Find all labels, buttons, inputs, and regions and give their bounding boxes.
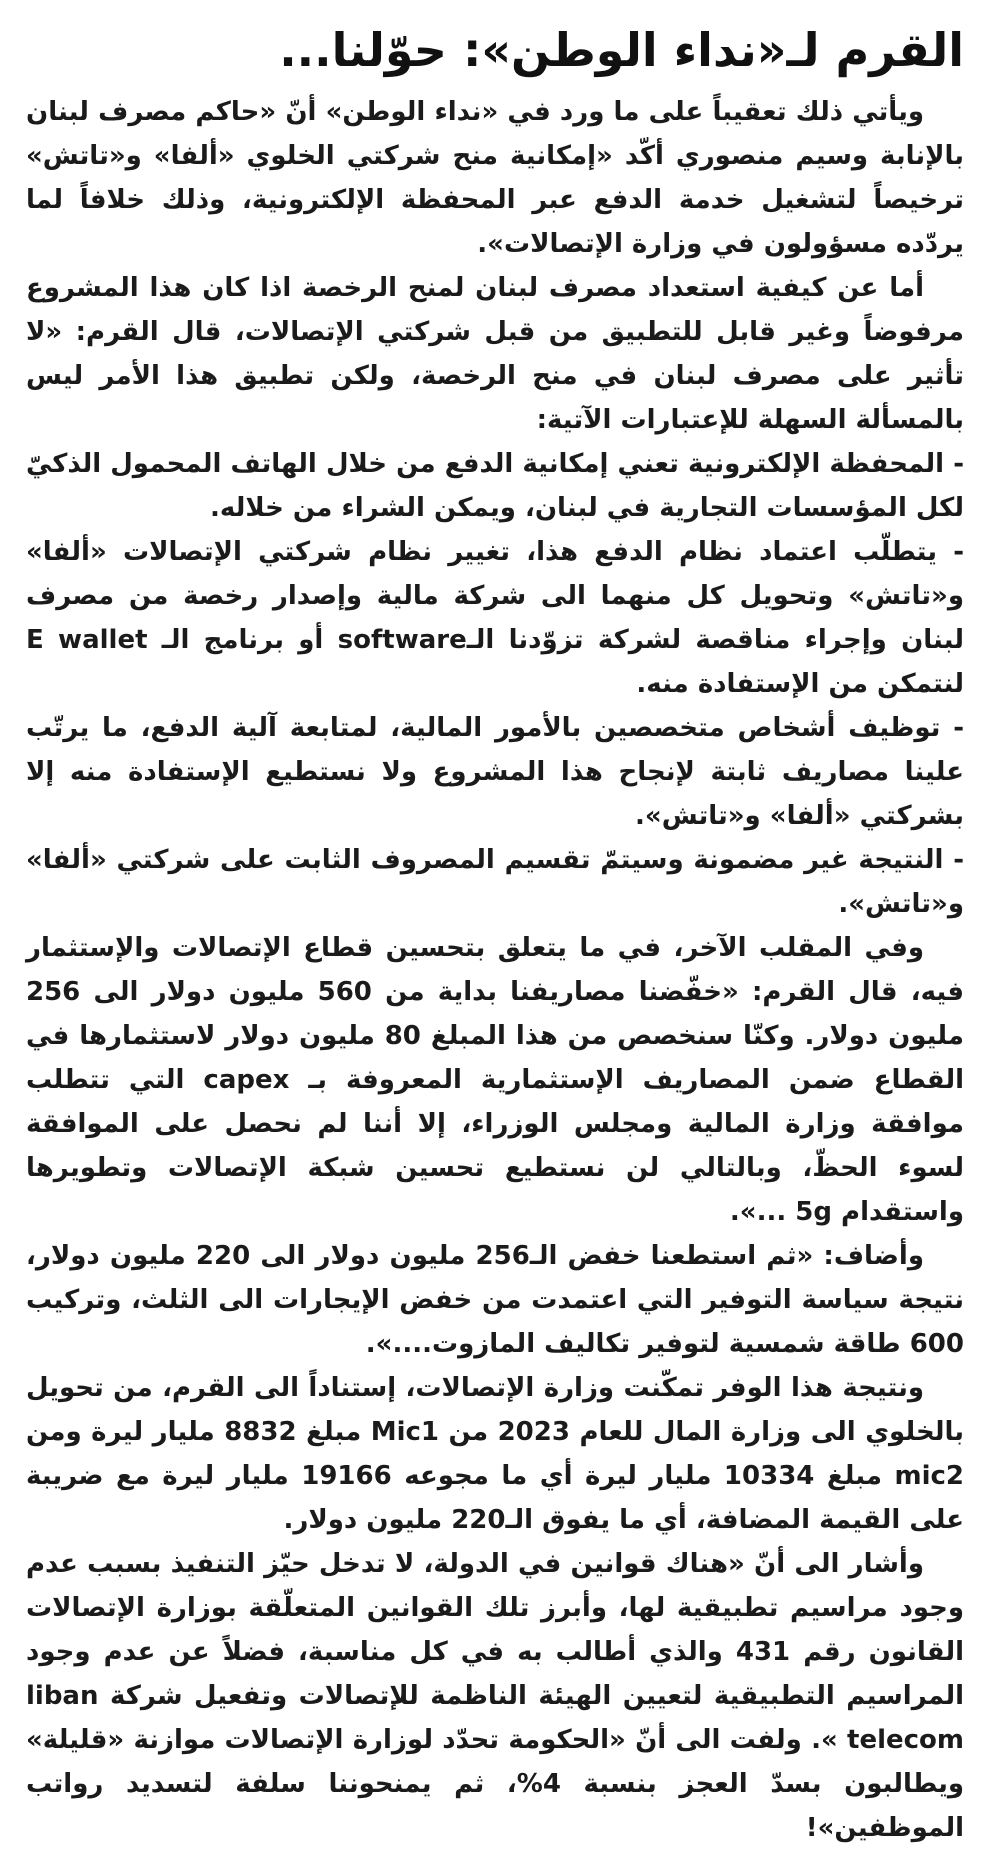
article-headline: القرم لـ«نداء الوطن»: حوّلنا... bbox=[279, 23, 964, 77]
bullet-item: - النتيجة غير مضمونة وسيتمّ تقسيم المصروف الثابت على شركتي «ألفا» و«تاتش». bbox=[26, 845, 964, 919]
article-paragraph: ويأتي ذلك تعقيباً على ما ورد في «نداء الوطن» أنّ «حاكم مصرف لبنان بالإنابة وسيم منصوري أكّد «إمكانية منح شركتي الخلوي «ألفا» و«تاتش» ترخيصاً لتشغيل خدمة الدفع عبر المحفظة الإلكترونية، وذلك خلافاً لما يردّده مسؤولون في وزارة الإتصالات». bbox=[26, 97, 964, 259]
article-paragraph: ونتيجة هذا الوفر تمكّنت وزارة الإتصالات، إستناداً الى القرم، من تحويل بالخلوي الى وزارة المال للعام 2023 من Mic1 مبلغ 8832 مليار ليرة ومن mic2 مبلغ 10334 مليار ليرة أي ما مجوعه 19166 مليار ليرة مع ضريبة على القيمة المضافة، أي ما يفوق الـ220 مليون دولار. bbox=[26, 1373, 964, 1535]
article-paragraph: وأضاف: «ثم استطعنا خفض الـ256 مليون دولار الى 220 مليون دولار، نتيجة سياسة التوفير التي اعتمدت من خفض الإيجارات الى الثلث، وتركيب 600 طاقة شمسية لتوفير تكاليف المازوت....». bbox=[26, 1241, 964, 1359]
article-body bbox=[26, 90, 964, 1850]
bullet-item: - المحفظة الإلكترونية تعني إمكانية الدفع من خلال الهاتف المحمول الذكيّ لكل المؤسسات التجارية في لبنان، ويمكن الشراء من خلاله. bbox=[26, 449, 964, 523]
article-paragraph: أما عن كيفية استعداد مصرف لبنان لمنح الرخصة اذا كان هذا المشروع مرفوضاً وغير قابل للتطبيق من قبل شركتي الإتصالات، قال القرم: «لا تأثير على مصرف لبنان في منح الرخصة، ولكن تطبيق هذا الأمر ليس بالمسألة السهلة للإعتبارات الآتية: bbox=[26, 273, 964, 435]
article-paragraph: وأشار الى أنّ «هناك قوانين في الدولة، لا تدخل حيّز التنفيذ بسبب عدم وجود مراسيم تطبيقية لها، وأبرز تلك القوانين المتعلّقة بوزارة الإتصالات القانون رقم 431 والذي أطالب به في كل مناسبة، فضلاً عن عدم وجود المراسيم التطبيقية لتعيين الهيئة الناظمة للإتصالات وتفعيل شركة liban telecom ». ولفت الى أنّ «الحكومة تحدّد لوزارة الإتصالات موازنة «قليلة» ويطالبون بسدّ العجز بنسبة 4%، ثم يمنحوننا سلفة لتسديد رواتب الموظفين»! bbox=[26, 1549, 965, 1843]
article-paragraph: وفي المقلب الآخر، في ما يتعلق بتحسين قطاع الإتصالات والإستثمار فيه، قال القرم: «خفّضنا مصاريفنا بداية من 560 مليون دولار الى 256 مليون دولار. وكنّا سنخصص من هذا المبلغ 80 مليون دولار لاستثمارها في القطاع ضمن المصاريف الإستثمارية المعروفة بـ capex التي تتطلب موافقة وزارة المالية ومجلس الوزراء، إلا أننا لم نحصل على الموافقة لسوء الحظّ، وبالتالي لن نستطيع تحسين شبكة الإتصالات وتطويرها واستقدام 5g ...». bbox=[26, 933, 965, 1227]
bullet-item: - توظيف أشخاص متخصصين بالأمور المالية، لمتابعة آلية الدفع، ما يرتّب علينا مصاريف ثابتة لإنجاح هذا المشروع ولا نستطيع الإستفادة منه إلا بشركتي «ألفا» و«تاتش». bbox=[26, 713, 964, 831]
bullet-item: - يتطلّب اعتماد نظام الدفع هذا، تغيير نظام شركتي الإتصالات «ألفا» و«تاتش» وتحويل كل منهما الى شركة مالية وإصدار رخصة من مصرف لبنان وإجراء مناقصة لشركة تزوّدنا الـsoftware أو برنامج الـ E wallet لنتمكن من الإستفادة منه. bbox=[26, 537, 965, 699]
